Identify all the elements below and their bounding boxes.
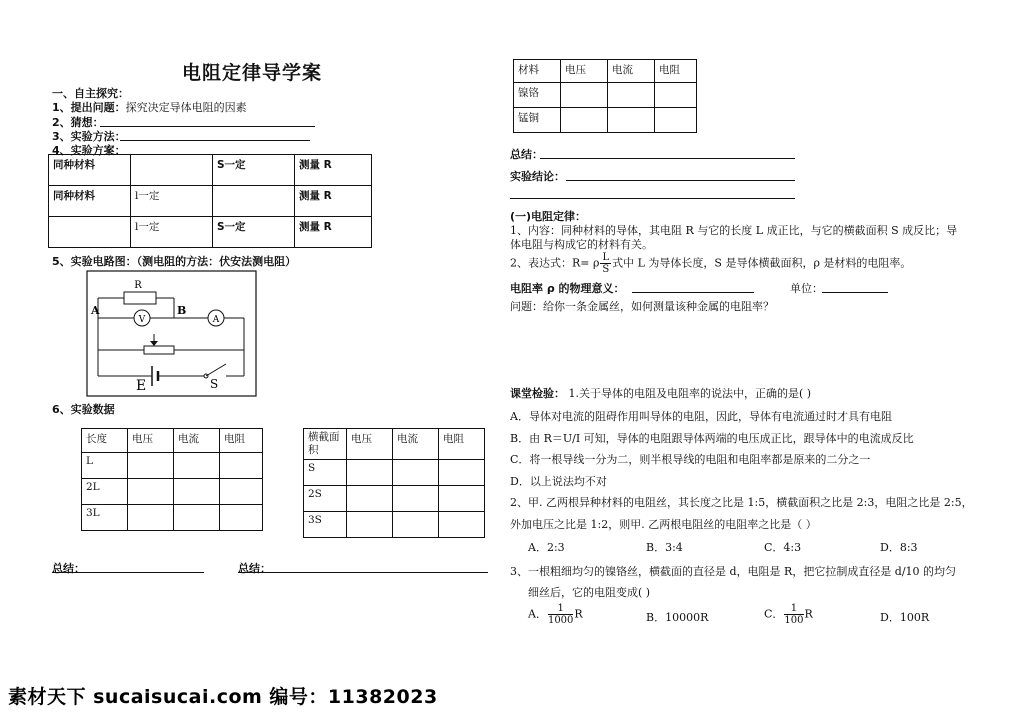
question-2: 2、猜想： (52, 116, 104, 129)
table-header: 长度 (82, 429, 128, 453)
table-header: 电流 (608, 60, 655, 83)
conclusion-label: 实验结论： (510, 170, 565, 183)
plan-cell: S一定 (213, 217, 295, 248)
formula-fraction (600, 252, 611, 275)
law-heading: (一)电阻定律： (510, 210, 587, 223)
unit-label: 单位： (790, 282, 823, 295)
summary-label: 总结： (510, 148, 543, 161)
ammeter-label: A (212, 315, 220, 325)
plan-cell (49, 217, 131, 248)
resistor-r (124, 292, 156, 304)
q1-label: 1、提出问题： (52, 101, 126, 114)
table-cell: 3S (304, 512, 347, 538)
q2-option-d: D．8:3 (880, 541, 918, 554)
question-4: 4、实验方案： (52, 144, 126, 157)
option-suffix: R (574, 607, 583, 621)
table-header: 材料 (514, 60, 561, 83)
table-header: 电阻 (439, 429, 485, 460)
switch-label: S (210, 377, 219, 391)
question-1 (52, 99, 247, 115)
plan-cell: S一定 (213, 155, 295, 186)
option-suffix: R (804, 607, 813, 621)
plan-cell: 测量 R (295, 217, 372, 248)
answer-line (100, 126, 315, 127)
plan-table (48, 154, 372, 248)
fraction-numerator: L (602, 252, 610, 263)
option-b: B．由 R＝U/I 可知，导体的电阻跟导体两端的电压成正比，跟导体中的电流成反比 (510, 432, 914, 445)
switch-blade (206, 364, 226, 376)
answer-line (566, 180, 795, 181)
table-cell: 3L (82, 505, 128, 531)
table-header: 电流 (174, 429, 220, 453)
table-header: 电阻 (220, 429, 263, 453)
question-6: 6、实验数据 (52, 403, 115, 416)
law-formula (510, 252, 911, 275)
length-data-table (81, 428, 263, 531)
table-cell: S (304, 460, 347, 486)
question-3-line-2: 细丝后，它的电阻变成( ) (528, 586, 651, 599)
circuit-diagram (86, 270, 258, 398)
q2-option-a: A．2:3 (528, 541, 565, 554)
table-cell: L (82, 453, 128, 479)
question-2-line-1: 2、甲. 乙两根异种材料的电阻丝，其长度之比是 1:5，横截面积之比是 2:3，电阻之比是 2:5， (510, 496, 973, 509)
fraction-denominator: S (602, 264, 610, 275)
plan-cell: 测量 R (295, 155, 372, 186)
circuit-border (87, 271, 256, 396)
question-3: 3、实验方法： (52, 130, 126, 143)
summary-label: 总结： (52, 562, 85, 575)
formula-suffix: 式中 L 为导体长度，S 是导体横截面积，ρ 是材料的电阻率。 (612, 256, 912, 270)
plan-cell: 测量 R (295, 186, 372, 217)
fraction-denominator: 100 (784, 615, 804, 626)
table-header: 电流 (393, 429, 439, 460)
plan-cell: l一定 (131, 217, 213, 248)
question-5: 5、实验电路图：（测电阻的方法：伏安法测电阻） (52, 255, 297, 268)
table-header: 电压 (347, 429, 393, 460)
check-question-1: 1.关于导体的电阻及电阻率的说法中，正确的是( ) (568, 387, 812, 400)
plan-cell: l一定 (131, 186, 213, 217)
plan-cell: 同种材料 (49, 155, 131, 186)
option-a: A．导体对电流的阻碍作用叫导体的电阻，因此，导体有电流通过时才具有电阻 (510, 410, 892, 423)
check-label: 课堂检验： (510, 387, 565, 400)
fraction-numerator: 1 (548, 603, 573, 615)
option-d: D．以上说法均不对 (510, 475, 607, 488)
q3-option-a (528, 603, 583, 626)
watermark: 素材天下 sucaisucai.com 编号：11382023 (8, 686, 438, 708)
question-text: 问题：给你一条金属丝，如何测量该种金属的电阻率？ (510, 300, 774, 313)
answer-line (510, 198, 795, 199)
voltmeter-label: V (138, 315, 146, 325)
material-data-table (513, 59, 697, 133)
table-header: 电压 (561, 60, 608, 83)
resistor-label: R (134, 280, 142, 291)
law-content: 体电阻与构成它的材料有关。 (510, 238, 653, 251)
table-cell: 2L (82, 479, 128, 505)
summary-label: 总结： (238, 562, 271, 575)
answer-line (540, 158, 795, 159)
rho-meaning-label: 电阻率 ρ 的物理意义： (510, 282, 625, 295)
table-cell: 镍铬 (514, 83, 561, 108)
table-header: 电阻 (655, 60, 697, 83)
table-cell: 2S (304, 486, 347, 512)
battery-label: E (136, 378, 147, 394)
fraction-numerator: 1 (784, 603, 803, 615)
answer-line (822, 292, 888, 293)
table-header: 电压 (128, 429, 174, 453)
q3-option-d: D．100R (880, 611, 930, 624)
plan-cell (131, 155, 213, 186)
page-title: 电阻定律导学案 (182, 62, 323, 84)
table-cell: 锰铜 (514, 108, 561, 133)
answer-line (238, 572, 488, 573)
q2-option-c: C．4:3 (764, 541, 802, 554)
option-prefix: A． (528, 607, 547, 621)
question-3-line-1: 3、一根粗细均匀的镍铬丝，横截面的直径是 d，电阻是 R，把它拉制成直径是 d/10 的均匀 (510, 565, 957, 578)
class-check (510, 385, 811, 401)
q3-option-b: B．10000R (646, 611, 709, 624)
q3-option-c (764, 603, 813, 626)
section-heading: 一、自主探究： (52, 87, 129, 100)
fraction-denominator: 1000 (547, 615, 574, 626)
answer-line (632, 292, 754, 293)
area-data-table (303, 428, 485, 538)
law-content: 1、内容：同种材料的导体，其电阻 R 与它的长度 L 成正比，与它的横截面积 S 成反比；导 (510, 224, 958, 237)
plan-cell: 同种材料 (49, 186, 131, 217)
answer-line (120, 140, 310, 141)
table-header: 横截面积 (304, 429, 347, 460)
option-c: C．将一根导线一分为二，则半根导线的电阻和电阻率都是原来的二分之一 (510, 453, 871, 466)
option-fraction (784, 603, 803, 626)
rheostat (144, 346, 174, 354)
slider-arrow-head (150, 341, 158, 346)
node-b-label: B (177, 304, 187, 317)
formula-prefix: 2、表达式：R= ρ (510, 256, 600, 270)
option-fraction (548, 603, 573, 626)
plan-cell (213, 186, 295, 217)
answer-line (52, 572, 204, 573)
q1-text: 探究决定导体电阻的因素 (125, 101, 247, 114)
question-2-line-2: 外加电压之比是 1:2，则甲. 乙两根电阻丝的电阻率之比是（ ） (510, 518, 817, 531)
node-a-label: A (91, 304, 100, 317)
q2-option-b: B．3:4 (646, 541, 683, 554)
option-prefix: C． (764, 607, 784, 621)
